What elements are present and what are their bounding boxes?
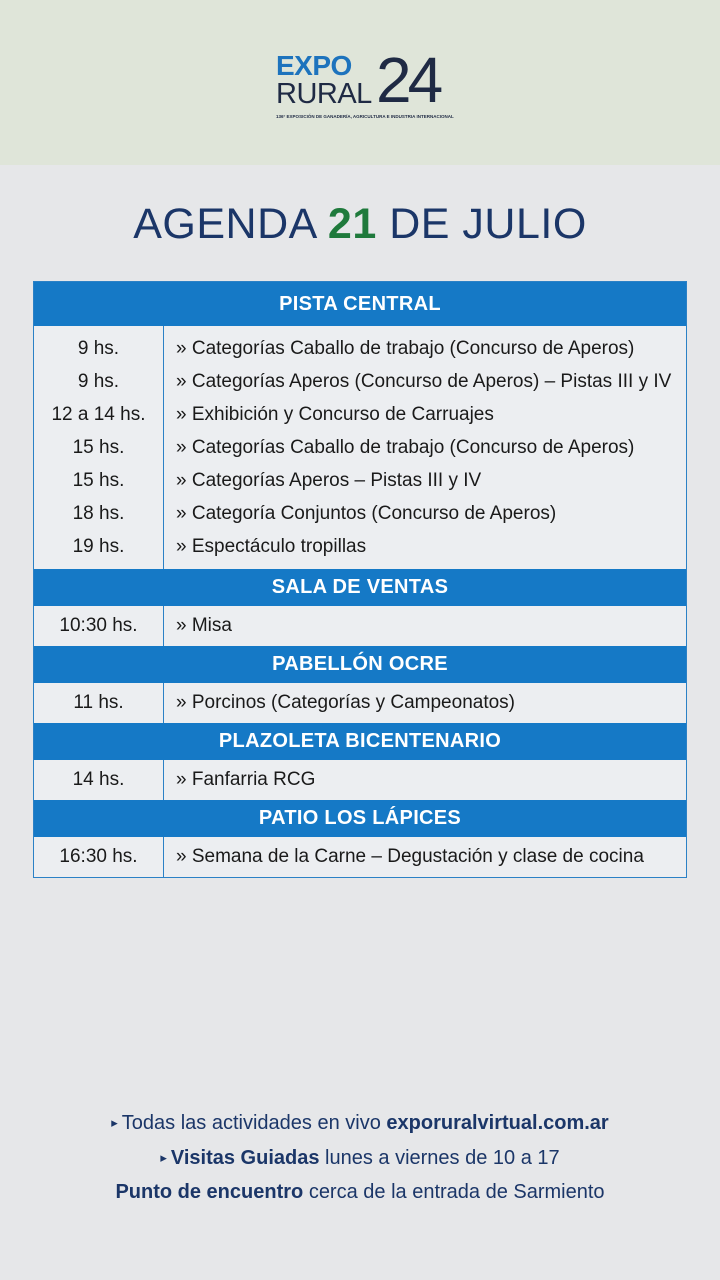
time-cell: 19 hs.: [72, 536, 125, 557]
section-header-plazoleta-bicentenario: PLAZOLETA BICENTENARIO: [34, 723, 686, 760]
logo-expo-text: EXPO: [276, 50, 352, 81]
activity-column: [164, 326, 686, 569]
website-link[interactable]: exporuralvirtual.com.ar: [386, 1112, 609, 1134]
activity-column: [164, 760, 686, 800]
guided-visits-label: Visitas Guiadas: [170, 1147, 320, 1169]
footer-line-meeting-point: [0, 1175, 720, 1210]
footer-line-live: [0, 1105, 720, 1140]
activity-column: [164, 683, 686, 723]
activity-cell: » Misa: [176, 615, 232, 636]
activity-cell: » Espectáculo tropillas: [176, 536, 367, 557]
time-cell: 9 hs.: [77, 371, 120, 392]
time-cell: 10:30 hs.: [59, 615, 138, 636]
logo-year-text: 24: [376, 44, 440, 116]
title-day: 21: [327, 200, 377, 248]
section-header-pista-central: PISTA CENTRAL: [34, 282, 686, 326]
meeting-point-text: cerca de la entrada de Sarmiento: [308, 1181, 605, 1203]
time-column: [34, 760, 164, 800]
section-header-sala-de-ventas: SALA DE VENTAS: [34, 569, 686, 606]
time-cell: 14 hs.: [72, 769, 125, 790]
time-cell: 12 a 14 hs.: [51, 404, 146, 425]
activity-cell: » Categorías Caballo de trabajo (Concurso de Aperos): [176, 437, 635, 458]
title-suffix: DE JULIO: [389, 200, 587, 248]
meeting-point-label: Punto de encuentro: [115, 1181, 304, 1203]
activity-cell: » Fanfarria RCG: [176, 769, 316, 790]
time-column: [34, 326, 164, 569]
activity-cell: » Categorías Aperos – Pistas III y IV: [176, 470, 482, 491]
header-banner: [0, 0, 720, 165]
activity-cell: » Categoría Conjuntos (Concurso de Aperos): [176, 503, 557, 524]
time-cell: 15 hs.: [72, 437, 125, 458]
section-body-patio-los-lapices: [34, 837, 686, 877]
time-column: [34, 683, 164, 723]
section-body-pabellon-ocre: [34, 683, 686, 723]
time-cell: 18 hs.: [72, 503, 125, 524]
time-cell: 9 hs.: [77, 338, 120, 359]
activity-cell: » Semana de la Carne – Degustación y clase de cocina: [176, 846, 644, 867]
footer-info: [0, 1105, 720, 1210]
expo-rural-logo: [276, 44, 456, 128]
section-header-patio-los-lapices: PATIO LOS LÁPICES: [34, 800, 686, 837]
activity-cell: » Exhibición y Concurso de Carruajes: [176, 404, 494, 425]
activity-column: [164, 606, 686, 646]
section-header-pabellon-ocre: PABELLÓN OCRE: [34, 646, 686, 683]
activity-cell: » Porcinos (Categorías y Campeonatos): [176, 692, 515, 713]
time-column: [34, 837, 164, 877]
section-body-plazoleta-bicentenario: [34, 760, 686, 800]
page-title: [0, 197, 720, 251]
footer-line-visits: [0, 1140, 720, 1175]
title-prefix: AGENDA: [133, 200, 316, 248]
guided-visits-schedule: lunes a viernes de 10 a 17: [325, 1147, 560, 1169]
activity-cell: » Categorías Caballo de trabajo (Concurso de Aperos): [176, 338, 635, 359]
section-body-pista-central: [34, 326, 686, 569]
time-cell: 16:30 hs.: [59, 846, 138, 867]
activity-cell: » Categorías Aperos (Concurso de Aperos) – Pistas III y IV: [176, 371, 672, 392]
logo-subtitle: 136° EXPOSICIÓN DE GANADERÍA, AGRICULTURA E INDUSTRIA INTERNACIONAL: [276, 114, 454, 119]
time-cell: 15 hs.: [72, 470, 125, 491]
triangle-bullet-icon: ▸: [111, 1115, 118, 1130]
agenda-table: [33, 281, 687, 878]
activity-column: [164, 837, 686, 877]
triangle-bullet-icon: ▸: [160, 1150, 167, 1165]
logo-rural-text: RURAL: [276, 78, 372, 110]
time-cell: 11 hs.: [73, 692, 124, 713]
time-column: [34, 606, 164, 646]
footer-live-text: Todas las actividades en vivo: [121, 1112, 381, 1134]
section-body-sala-de-ventas: [34, 606, 686, 646]
